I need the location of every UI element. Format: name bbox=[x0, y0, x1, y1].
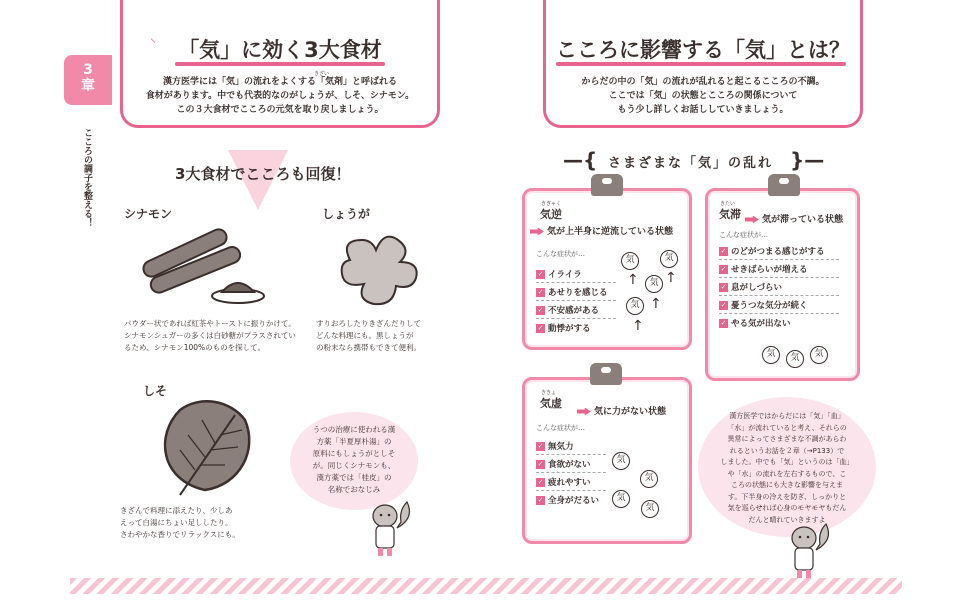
squirrel-character-left bbox=[367, 498, 412, 560]
arrow-icon bbox=[530, 228, 544, 236]
squirrel-character-right bbox=[786, 522, 831, 580]
check-icon: ✓ bbox=[720, 283, 727, 291]
kitai-name: 気滞 bbox=[719, 208, 741, 221]
ki-rising-icon: 気 bbox=[660, 250, 678, 268]
up-arrow-icon: ↑ bbox=[665, 270, 677, 286]
check-icon: ✓ bbox=[537, 306, 544, 314]
kigyaku-check-1: ✓ イライラ bbox=[537, 270, 582, 280]
check-icon: ✓ bbox=[720, 319, 727, 327]
ki-stagnant-icon: 気 bbox=[762, 346, 780, 364]
ki-stagnant-icon: 気 bbox=[786, 350, 804, 368]
up-arrow-icon: ↑ bbox=[650, 296, 662, 312]
kikyo-symptoms-intro: こんな症状が… bbox=[536, 424, 585, 432]
kigyaku-check-2: ✓ あせりを感じる bbox=[537, 288, 608, 298]
divider bbox=[536, 282, 616, 283]
right-speech-bubble: 漢方医学ではからだには「気」「血」 「水」が流れていると考え、それらの 異常によってさまざまな不調があらわ れるというお話を２章（→P133）で しました。中でも「気」というのは「血」 や「水」の流れを左右するもので、こ ころの状態にも大きな影響を与えま す。下半身の冷えを防ぎ、しっかりと 気を巡らせれば心身のモヤモヤもだん だんと晴れていきますよ bbox=[698, 397, 876, 537]
kikyo-check-4: ✓ 全身がだるい bbox=[537, 496, 600, 506]
left-speech-bubble: うつの治療に使われる漢 方薬「半夏厚朴湯」の 原料にもしょうがとしそ が。同じくシナモンも、 漢方薬では「桂皮」の 名称でおなじみ bbox=[290, 412, 418, 510]
divider bbox=[536, 318, 616, 319]
left-page-title: 「気」に効く3大食材 bbox=[178, 38, 382, 62]
arrow-icon bbox=[745, 216, 759, 224]
kikyo-ruby: ききょ bbox=[541, 390, 557, 396]
check-icon: ✓ bbox=[720, 301, 727, 309]
ki-rising-icon: 気 bbox=[621, 252, 639, 270]
kigyaku-ruby: きぎゃく bbox=[541, 201, 562, 207]
ki-weak-icon: 気 bbox=[640, 470, 658, 488]
ki-weak-icon: 気 bbox=[641, 500, 659, 518]
ginger-caption: すりおろしたりきざんだりして どんな料理にも。黒しょうが の粉末なら携帯もできて便利。 bbox=[316, 319, 421, 352]
kigyaku-name: 気逆 bbox=[540, 208, 562, 221]
check-icon: ✓ bbox=[537, 478, 544, 486]
ki-weak-icon: 気 bbox=[612, 452, 630, 470]
bottom-stripe-band bbox=[70, 578, 902, 594]
kitai-check-1: ✓ のどがつまる感じがする bbox=[720, 247, 825, 257]
kikyo-check-2: ✓ 食欲がない bbox=[537, 460, 591, 470]
kikyo-check-3: ✓ 疲れやすい bbox=[537, 478, 591, 488]
ginger-illustration bbox=[330, 220, 430, 310]
divider bbox=[536, 490, 606, 491]
kitai-state: 気が滞っている状態 bbox=[745, 212, 843, 225]
divider bbox=[536, 300, 616, 301]
divider bbox=[536, 454, 606, 455]
left-title-underline bbox=[175, 62, 385, 66]
shiso-leaf-illustration bbox=[150, 395, 260, 500]
divider bbox=[719, 313, 839, 314]
clipboard-clip-icon bbox=[591, 174, 623, 196]
ki-rising-icon: 気 bbox=[645, 275, 663, 293]
cinnamon-illustration bbox=[130, 220, 270, 310]
cinnamon-caption: パウダー状であれば紅茶やトーストに振りかけて。 シナモンシュガーの多くは白砂糖がプラスされてい るため、シナモン100%のものを探して。 bbox=[124, 319, 296, 352]
up-arrow-icon: ↑ bbox=[627, 272, 639, 288]
ki-weak-icon: 気 bbox=[612, 490, 630, 508]
ki-rising-icon: 気 bbox=[626, 297, 644, 315]
kitai-check-3: ✓ 息がしづらい bbox=[720, 283, 783, 293]
chapter-side-title: こころの調子を整える！ bbox=[82, 128, 92, 227]
kitai-check-4: ✓ 憂うつな気分が続く bbox=[720, 301, 808, 311]
ki-stagnant-icon: 気 bbox=[810, 346, 828, 364]
chapter-tab-label: 3 章 bbox=[81, 62, 95, 94]
disorder-heading-frame: —{ bbox=[563, 148, 598, 172]
divider bbox=[719, 277, 839, 278]
ginger-label: しょうが bbox=[322, 207, 371, 221]
right-intro-text: からだの中の「気」の流れが乱れると起こるこころの不調。 ここでは「気」の状態とこころの関係について もう少し詳しくお話ししていきましょう。 bbox=[581, 77, 825, 115]
divider bbox=[536, 472, 606, 473]
left-intro-text: 漢方医学には「気」の流れをよくする「気剤」と呼ばれる 食材があります。中でも代表的なのがしょうが、しそ、シナモン。 この３大食材でこころの元気を取り戻しましょう。 bbox=[145, 77, 415, 115]
recovery-heading: 3大食材でこころも回復！ bbox=[175, 165, 351, 183]
right-title-underline bbox=[556, 62, 846, 66]
disorder-heading-frame-end: }— bbox=[790, 148, 825, 172]
shiso-caption: きざんで料理に添えたり、少しあ えって白湯にちょい足ししたり。 さわやかな香りでリラックスにも。 bbox=[120, 506, 240, 539]
kikyo-state: 気に力がない状態 bbox=[577, 404, 666, 417]
check-icon: ✓ bbox=[537, 442, 544, 450]
check-icon: ✓ bbox=[537, 288, 544, 296]
up-arrow-icon: ↑ bbox=[632, 318, 644, 334]
kigyaku-check-3: ✓ 不安感がある bbox=[537, 306, 600, 316]
kigyaku-symptoms-intro: こんな症状が… bbox=[536, 250, 585, 258]
shiso-label: しそ bbox=[143, 384, 168, 398]
arrow-icon bbox=[577, 408, 591, 416]
cinnamon-label: シナモン bbox=[124, 207, 173, 221]
divider bbox=[719, 295, 839, 296]
kitai-symptoms-intro: こんな症状が… bbox=[719, 231, 768, 239]
kizai-ruby: きざい bbox=[314, 71, 330, 77]
kikyo-check-1: ✓ 無気力 bbox=[537, 442, 574, 452]
kikyo-name: 気虚 bbox=[540, 397, 562, 410]
check-icon: ✓ bbox=[537, 324, 544, 332]
kitai-ruby: きたい bbox=[720, 201, 736, 207]
clipboard-clip-icon bbox=[768, 174, 800, 196]
kitai-check-2: ✓ せきばらいが増える bbox=[720, 265, 808, 275]
clipboard-clip-icon bbox=[590, 363, 622, 385]
right-page-title: こころに影響する「気」とは？ bbox=[556, 38, 850, 62]
check-icon: ✓ bbox=[720, 247, 727, 255]
title-accent-mark: ⸌ bbox=[150, 36, 157, 50]
check-icon: ✓ bbox=[720, 265, 727, 273]
kigyaku-check-4: ✓ 動悸がする bbox=[537, 324, 591, 334]
check-icon: ✓ bbox=[537, 460, 544, 468]
kigyaku-state: 気が上半身に逆流している状態 bbox=[530, 224, 673, 237]
kitai-check-5: ✓ やる気が出ない bbox=[720, 319, 791, 329]
check-icon: ✓ bbox=[537, 270, 544, 278]
check-icon: ✓ bbox=[537, 496, 544, 504]
divider bbox=[719, 259, 839, 260]
disorder-heading: さまざまな「気」の乱れ bbox=[608, 156, 774, 171]
